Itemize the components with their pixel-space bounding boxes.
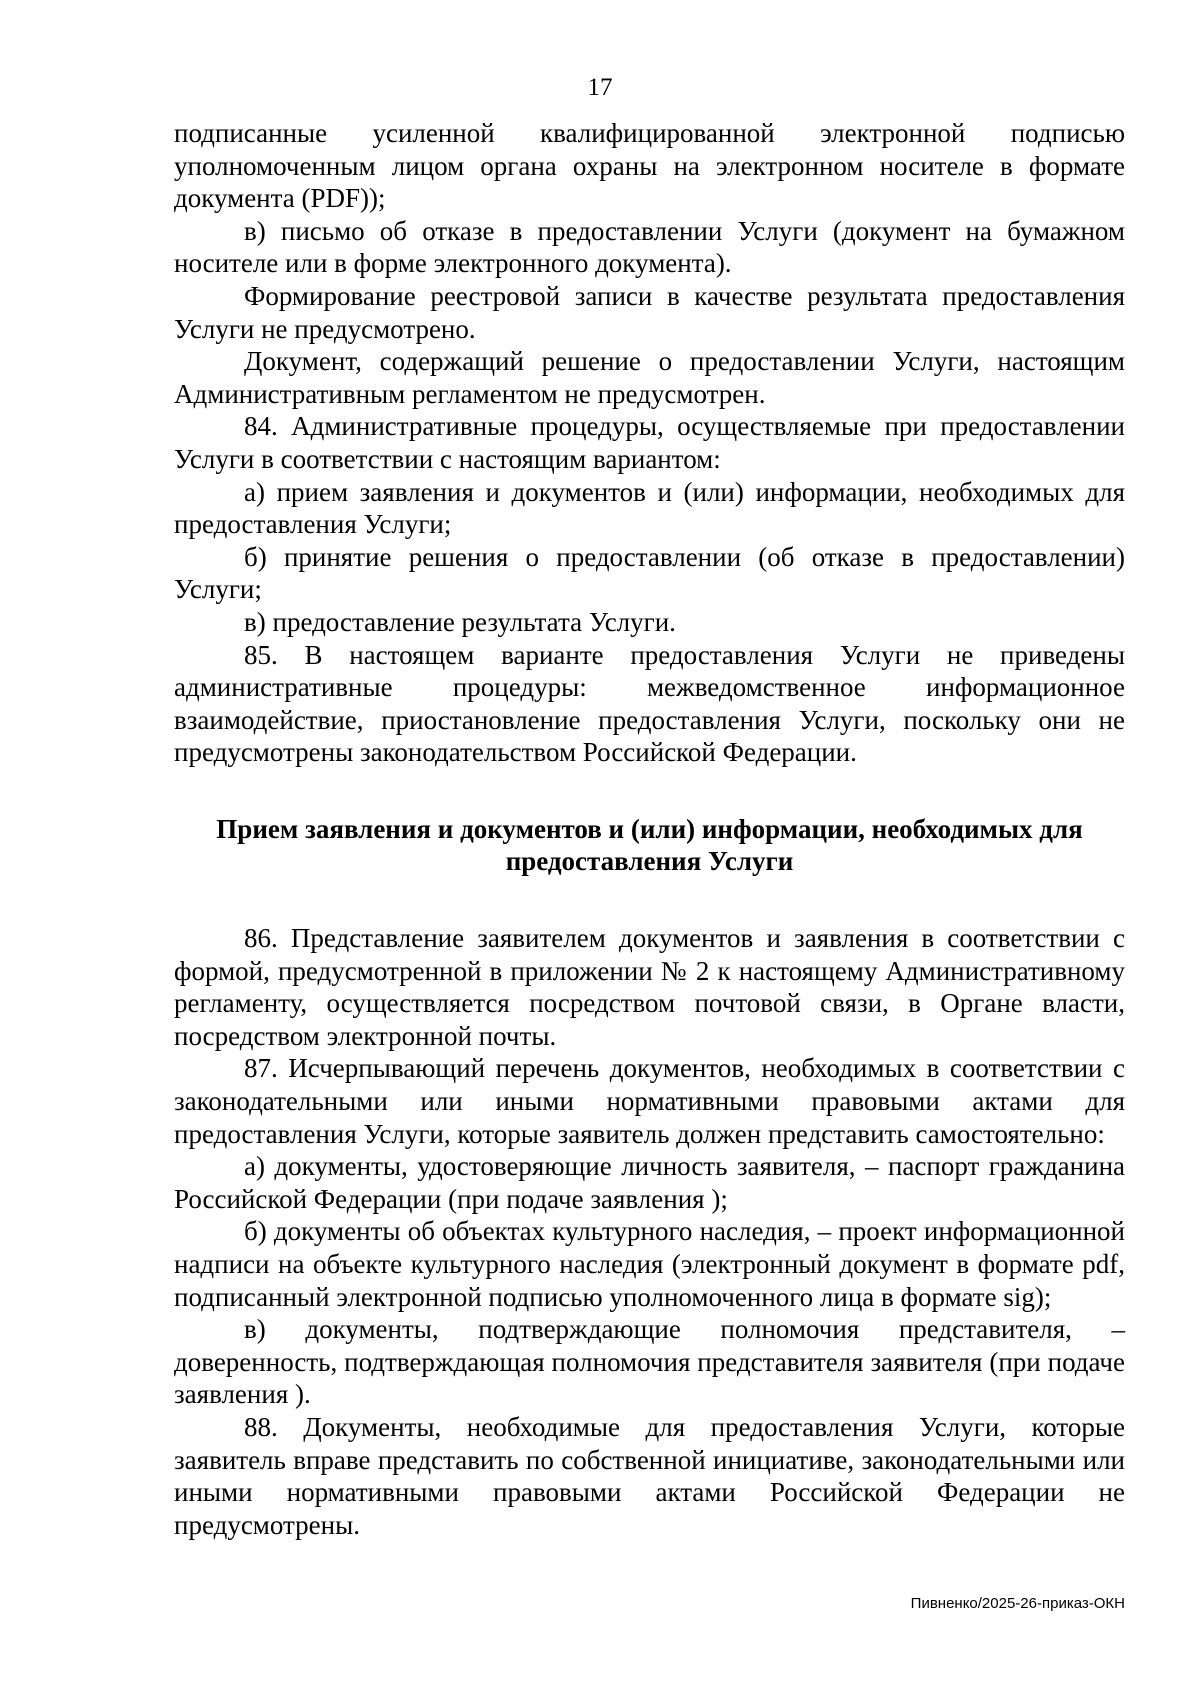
section-heading-line-2: предоставления Услуги — [505, 846, 794, 877]
paragraph: Формирование реестровой записи в качестве результата предоставления Услуги не предусмотрено. — [174, 280, 1125, 344]
paragraph: б) принятие решения о предоставлении (об отказе в предоставлении) Услуги; — [174, 541, 1125, 605]
document-body — [174, 117, 1125, 1541]
paragraph: в) письмо об отказе в предоставлении Услуги (документ на бумажном носителе или в форме электронного документа). — [174, 215, 1125, 279]
paragraph: в) предоставление результата Услуги. — [244, 606, 676, 637]
paragraph: б) документы об объектах культурного наследия, – проект информационной надписи на объекте культурного наследия (электронный документ в формате pdf, подписанный электронной подписью уполномоченного лица в формате sig); — [174, 1216, 1125, 1312]
paragraph: в) документы, подтверждающие полномочия представителя, – доверенность, подтверждающая полномочия представителя заявителя (при подаче заявления ). — [174, 1314, 1125, 1410]
paragraph: 85. В настоящем варианте предоставления Услуги не приведены административные процедуры: межведомственное информационное взаимодействие, приостановление предоставления Услуги, поскольку они не предусмотрены законодательством Российской Федерации. — [174, 639, 1125, 768]
document-code-footer: Пивненко/2025-26-приказ-ОКН — [910, 1595, 1125, 1612]
section-heading-line-1: Прием заявления и документов и (или) информации, необходимых для — [216, 813, 1083, 844]
paragraphs-after-heading — [174, 922, 1125, 1541]
paragraph: подписанные усиленной квалифицированной электронной подписью уполномоченным лицом органа охраны на электронном носителе в формате документа (PDF)); — [174, 118, 1125, 214]
paragraph: а) документы, удостоверяющие личность заявителя, – паспорт гражданина Российской Федерации (при подаче заявления ); — [174, 1151, 1125, 1214]
paragraph: 88. Документы, необходимые для предоставления Услуги, которые заявитель вправе представить по собственной инициативе, законодательными или иными нормативными правовыми актами Российской Федерации не предусмотрены. — [174, 1411, 1125, 1540]
paragraph: 86. Представление заявителем документов и заявления в соответствии с формой, предусмотренной в приложении № 2 к настоящему Административному регламенту, осуществляется посредством почтовой связи, в Органе власти, посредством электронной почты. — [174, 923, 1125, 1051]
section-heading — [174, 813, 1125, 878]
paragraph: Документ, содержащий решение о предоставлении Услуги, настоящим Административным регламентом не предусмотрен. — [174, 346, 1125, 409]
paragraph: 87. Исчерпывающий перечень документов, необходимых в соответствии с законодательными или иными нормативными правовыми актами для предоставления Услуги, которые заявитель должен представить самостоятельно: — [174, 1053, 1125, 1149]
paragraph: а) прием заявления и документов и (или) информации, необходимых для предоставления Услуги; — [174, 476, 1125, 540]
page-number: 17 — [587, 74, 613, 101]
paragraphs-before-heading — [174, 117, 1125, 769]
paragraph: 84. Административные процедуры, осуществляемые при предоставлении Услуги в соответствии с настоящим вариантом: — [174, 411, 1125, 474]
